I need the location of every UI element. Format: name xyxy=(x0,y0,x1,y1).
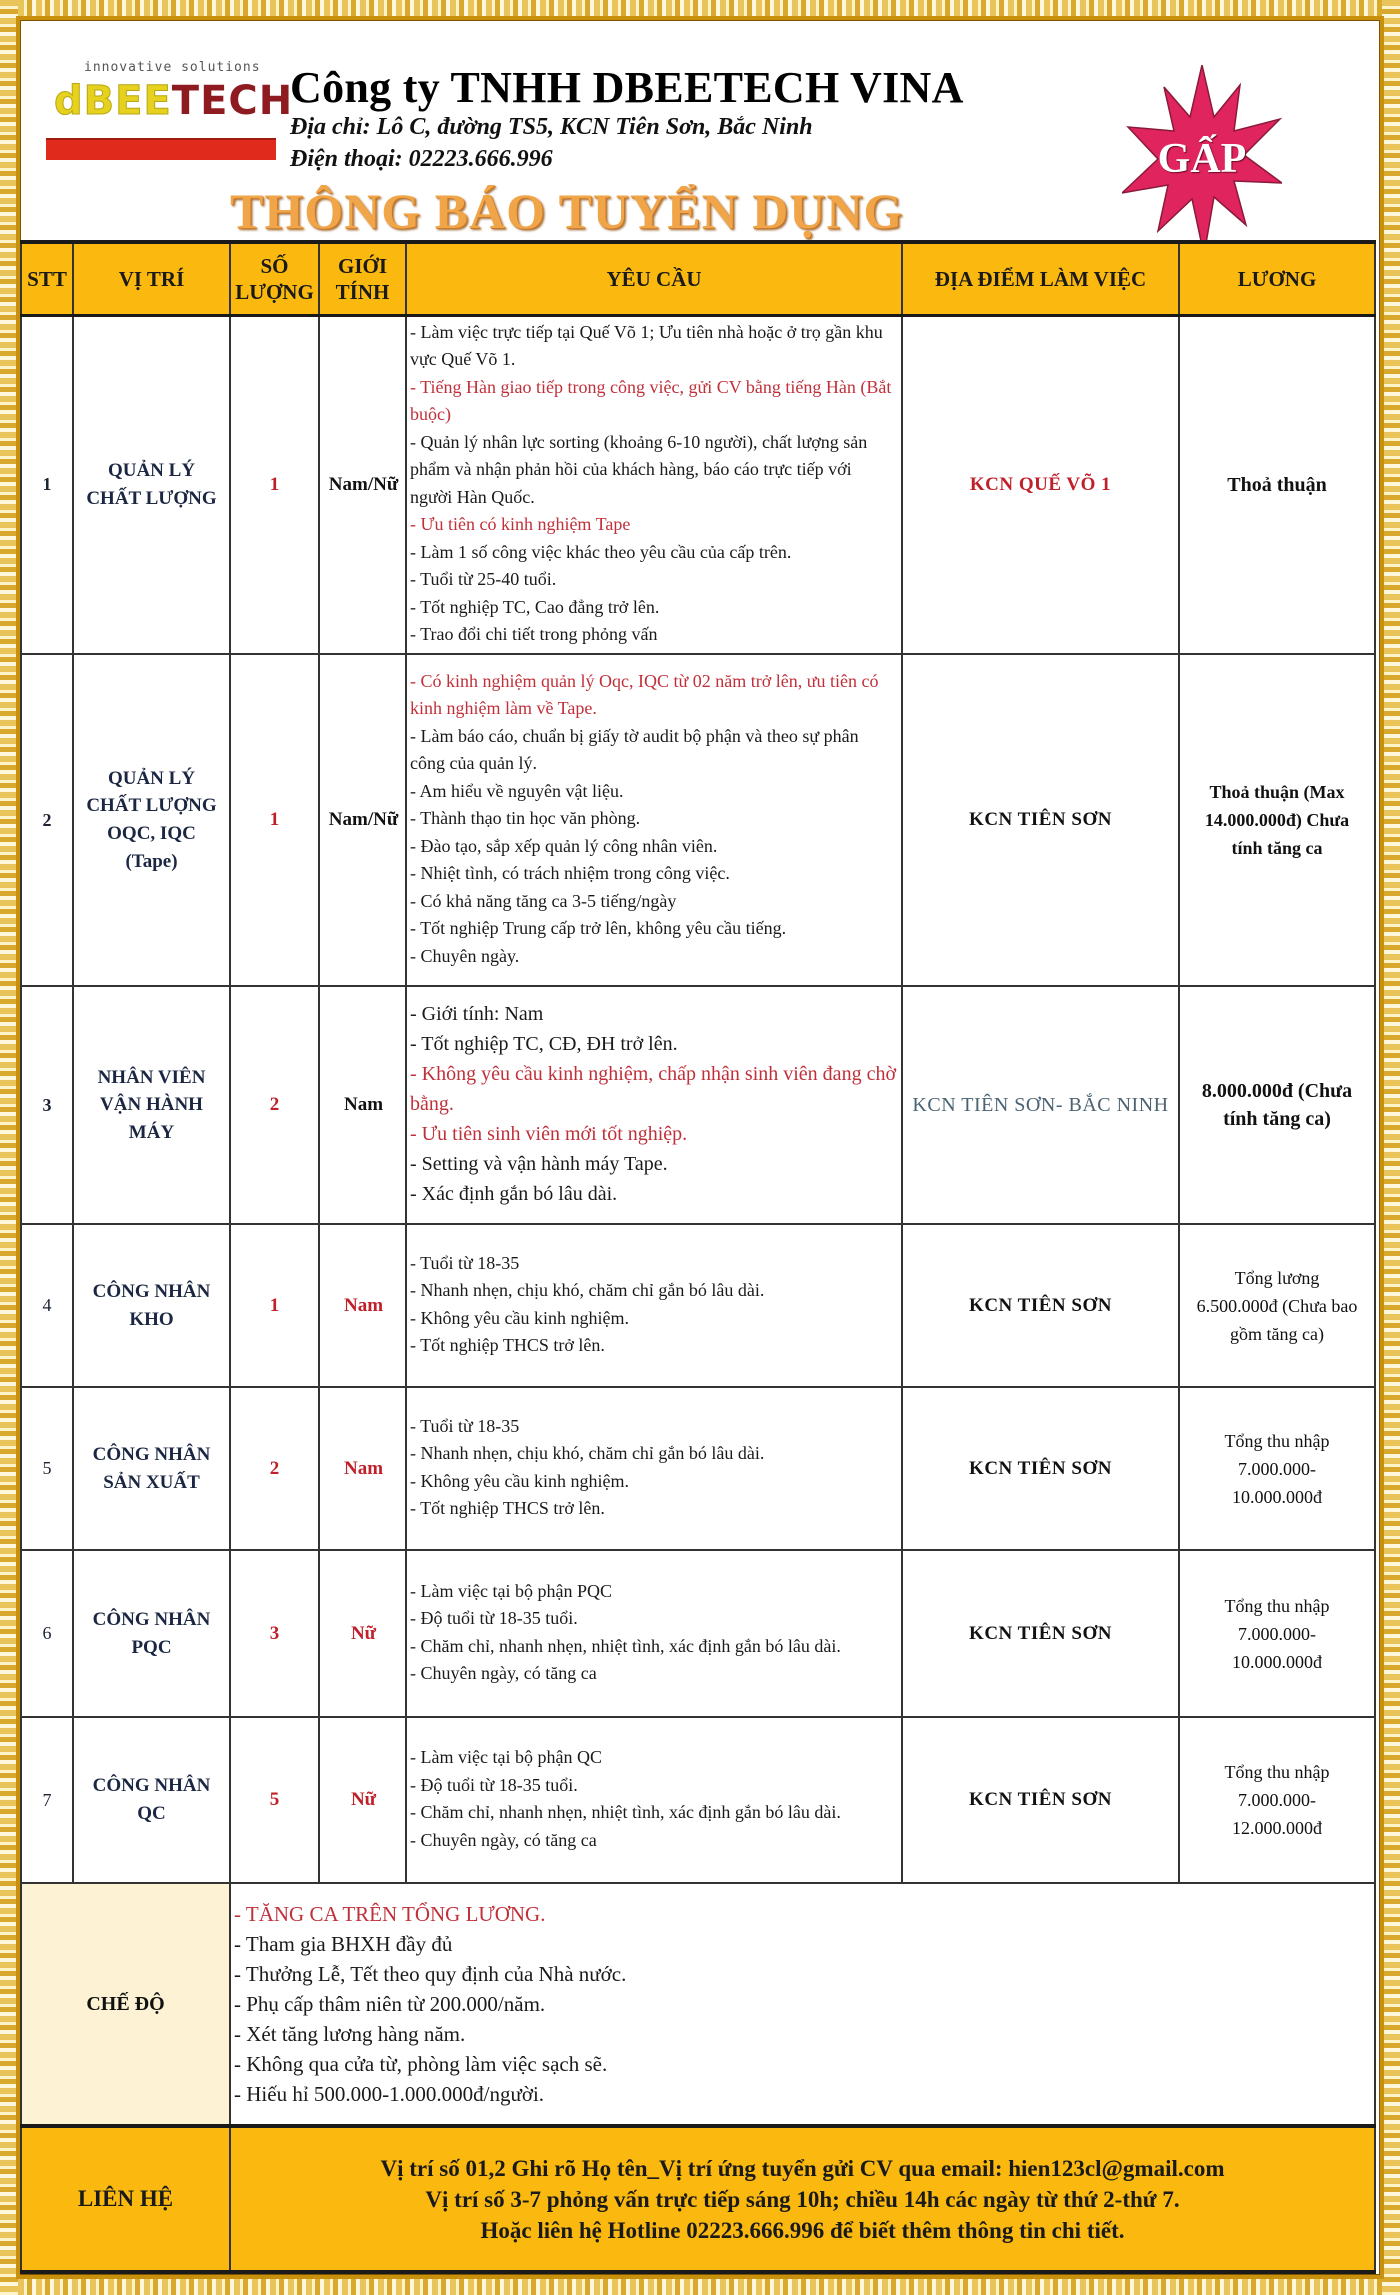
cell-position xyxy=(73,315,230,654)
table-header-row xyxy=(21,242,1375,315)
cell-position xyxy=(73,1717,230,1883)
cell-stt: 3 xyxy=(21,986,73,1224)
cell-salary xyxy=(1179,986,1375,1224)
cell-gender: Nam/Nữ xyxy=(319,654,406,986)
position-line: OQC, IQC xyxy=(107,823,196,844)
cell-requirements xyxy=(406,1550,902,1717)
requirement-item: - Có khả năng tăng ca 3-5 tiếng/ngày xyxy=(410,890,677,911)
benefit-item: - Hiếu hỉ 500.000-1.000.000đ/người. xyxy=(234,2082,545,2106)
company-address: Địa chỉ: Lô C, đường TS5, KCN Tiên Sơn, Bắc Ninh xyxy=(290,114,813,140)
requirement-item: - Ưu tiên có kinh nghiệm Tape xyxy=(410,514,631,535)
logo-word-left: dBEE xyxy=(54,78,172,124)
position-line: KHO xyxy=(129,1308,174,1330)
cell-location: KCN TIÊN SƠN xyxy=(902,1387,1179,1550)
requirement-item: - Am hiểu về nguyên vật liệu. xyxy=(410,780,624,801)
contact-hotline-line: Hoặc liên hệ Hotline 02223.666.996 để biết thêm thông tin chi tiết. xyxy=(480,2217,1125,2243)
header-position: VỊ TRÍ xyxy=(73,242,230,315)
table-row xyxy=(21,1550,1375,1717)
requirement-item: - Thành thạo tin học văn phòng. xyxy=(410,808,641,829)
cell-quantity: 1 xyxy=(230,1224,319,1387)
company-name: Công ty TNHH DBEETECH VINA xyxy=(290,63,964,112)
contact-details xyxy=(230,2126,1375,2272)
salary-line: 7.000.000- xyxy=(1238,1458,1316,1479)
job-table xyxy=(20,240,1376,2274)
cell-position xyxy=(73,1387,230,1550)
cell-position xyxy=(73,654,230,986)
requirement-item: - Tốt nghiệp Trung cấp trở lên, không yêu cầu tiếng. xyxy=(410,918,787,939)
cell-salary xyxy=(1179,315,1375,654)
contact-row xyxy=(21,2126,1375,2272)
salary-line: 10.000.000đ xyxy=(1232,1651,1322,1672)
position-line: CÔNG NHÂN xyxy=(92,1608,211,1630)
cell-position xyxy=(73,1224,230,1387)
contact-label: LIÊN HỆ xyxy=(21,2126,230,2272)
requirement-item: - Xác định gắn bó lâu dài. xyxy=(410,1183,618,1205)
logo-tagline: innovative solutions xyxy=(84,60,261,75)
header-location: ĐỊA ĐIỂM LÀM VIỆC xyxy=(902,242,1179,315)
position-line: (Tape) xyxy=(125,850,178,872)
position-line: MÁY xyxy=(128,1121,175,1143)
requirement-item: - Không yêu cầu kinh nghiệm, chấp nhận sinh viên đang chờ bằng. xyxy=(410,1063,897,1115)
cell-location: KCN TIÊN SƠN- BẮC NINH xyxy=(902,986,1179,1224)
salary-line: 7.000.000- xyxy=(1238,1790,1316,1810)
cell-salary xyxy=(1179,1224,1375,1387)
cell-gender: Nam xyxy=(319,1387,406,1550)
requirement-item: - Nhanh nhẹn, chịu khó, chăm chỉ gắn bó lâu dài. xyxy=(410,1280,765,1300)
cell-gender: Nam xyxy=(319,986,406,1224)
salary-line: 6.500.000đ (Chưa bao xyxy=(1196,1295,1358,1316)
salary-line: Tổng thu nhập xyxy=(1224,1762,1330,1782)
cell-stt: 5 xyxy=(21,1387,73,1550)
requirement-item: - Chuyên ngày. xyxy=(410,945,520,966)
requirement-item: - Không yêu cầu kinh nghiệm. xyxy=(410,1307,629,1328)
requirement-item: - Chăm chỉ, nhanh nhẹn, nhiệt tình, xác định gắn bó lâu dài. xyxy=(410,1802,841,1822)
benefits-list xyxy=(230,1883,1375,2126)
position-line: QUẢN LÝ xyxy=(107,460,196,482)
salary-line: gồm tăng ca) xyxy=(1230,1323,1324,1344)
requirement-item: - Tuổi từ 25-40 tuổi. xyxy=(410,569,557,590)
company-phone: Điện thoại: 02223.666.996 xyxy=(290,146,553,172)
cell-gender: Nữ xyxy=(319,1717,406,1883)
cell-salary xyxy=(1179,1550,1375,1717)
salary-line: Thoả thuận (Max xyxy=(1209,782,1345,802)
benefit-item: - Không qua cửa từ, phòng làm việc sạch sẽ. xyxy=(234,2052,608,2076)
cell-requirements xyxy=(406,1717,902,1883)
frame-right-border xyxy=(1382,0,1400,2295)
header-salary: LƯƠNG xyxy=(1179,242,1375,315)
requirement-item: - Tiếng Hàn giao tiếp trong công việc, gửi CV bằng tiếng Hàn (Bắt buộc) xyxy=(410,376,892,425)
cell-stt: 4 xyxy=(21,1224,73,1387)
position-line: PQC xyxy=(131,1636,172,1658)
cell-quantity: 2 xyxy=(230,1387,319,1550)
cell-quantity: 1 xyxy=(230,654,319,986)
position-line: CÔNG NHÂN xyxy=(92,1443,211,1465)
position-line: VẬN HÀNH xyxy=(100,1094,203,1116)
cell-gender: Nữ xyxy=(319,1550,406,1717)
position-line: QC xyxy=(137,1803,166,1824)
header-quantity-line2: LƯỢNG xyxy=(235,279,314,304)
requirement-item: - Tốt nghiệp THCS trở lên. xyxy=(410,1335,605,1355)
cell-stt: 1 xyxy=(21,315,73,654)
table-row xyxy=(21,1224,1375,1387)
position-line: QUẢN LÝ xyxy=(107,767,196,789)
cell-gender: Nam/Nữ xyxy=(319,315,406,654)
requirement-item: - Đào tạo, sắp xếp quản lý công nhân viên. xyxy=(410,835,718,856)
header-requirements: YÊU CẦU xyxy=(406,242,902,315)
requirement-item: - Setting và vận hành máy Tape. xyxy=(410,1153,668,1175)
benefits-label: CHẾ ĐỘ xyxy=(21,1883,230,2126)
company-logo xyxy=(34,42,294,167)
requirement-item: - Giới tính: Nam xyxy=(410,1003,544,1025)
benefits-row xyxy=(21,1883,1375,2126)
salary-line: 14.000.000đ) Chưa xyxy=(1204,810,1350,830)
benefit-item: - Thưởng Lễ, Tết theo quy định của Nhà nước. xyxy=(234,1962,627,1986)
requirement-item: - Quản lý nhân lực sorting (khoảng 6-10 người), chất lượng sản phẩm và nhận phản hồi của khách hàng, báo cáo trực tiếp với người Hàn Quốc. xyxy=(410,431,868,507)
benefit-item: - Xét tăng lương hàng năm. xyxy=(234,2022,466,2046)
cell-location: KCN TIÊN SƠN xyxy=(902,1717,1179,1883)
contact-email-line: Vị trí số 01,2 Ghi rõ Họ tên_Vị trí ứng tuyển gửi CV qua email: hien123cl@gmail.com xyxy=(380,2155,1225,2181)
requirement-item: - Có kinh nghiệm quản lý Oqc, IQC từ 02 năm trở lên, ưu tiên có kinh nghiệm làm về Tape. xyxy=(410,670,879,719)
position-line: CHẤT LƯỢNG xyxy=(86,795,217,817)
logo-word-right: TECH xyxy=(171,78,294,124)
cell-stt: 7 xyxy=(21,1717,73,1883)
salary-line: Tổng lương xyxy=(1234,1267,1320,1288)
salary-line: 10.000.000đ xyxy=(1232,1486,1322,1507)
cell-location: KCN TIÊN SƠN xyxy=(902,1550,1179,1717)
logo-red-bar xyxy=(46,138,276,160)
requirement-item: - Không yêu cầu kinh nghiệm. xyxy=(410,1470,629,1491)
header-gender xyxy=(319,242,406,315)
cell-requirements xyxy=(406,654,902,986)
cell-salary xyxy=(1179,654,1375,986)
requirement-item: - Tuổi từ 18-35 xyxy=(410,1415,520,1436)
cell-salary xyxy=(1179,1717,1375,1883)
table-row xyxy=(21,1717,1375,1883)
benefit-item: - Tham gia BHXH đầy đủ xyxy=(234,1932,453,1956)
cell-quantity: 2 xyxy=(230,986,319,1224)
requirement-item: - Chăm chỉ, nhanh nhẹn, nhiệt tình, xác định gắn bó lâu dài. xyxy=(410,1635,841,1656)
poster-header xyxy=(20,20,1380,240)
cell-gender: Nam xyxy=(319,1224,406,1387)
salary-line: tính tăng ca xyxy=(1231,838,1323,858)
cell-salary xyxy=(1179,1387,1375,1550)
position-line: SẢN XUẤT xyxy=(103,1471,200,1493)
cell-requirements xyxy=(406,986,902,1224)
header-gender-line2: TÍNH xyxy=(335,279,390,304)
cell-stt: 6 xyxy=(21,1550,73,1717)
requirement-item: - Làm việc tại bộ phận QC xyxy=(410,1747,602,1767)
requirement-item: - Tuổi từ 18-35 xyxy=(410,1252,520,1273)
header-quantity-line1: SỐ xyxy=(260,253,289,278)
requirement-item: - Chuyên ngày, có tăng ca xyxy=(410,1829,597,1850)
header-gender-line1: GIỚI xyxy=(337,253,387,278)
cell-location: KCN TIÊN SƠN xyxy=(902,654,1179,986)
header-quantity xyxy=(230,242,319,315)
requirement-item: - Trao đổi chi tiết trong phỏng vấn xyxy=(410,624,658,645)
table-row xyxy=(21,654,1375,986)
logo-wordmark xyxy=(54,78,293,124)
requirement-item: - Độ tuổi từ 18-35 tuổi. xyxy=(410,1774,578,1795)
cell-position xyxy=(73,1550,230,1717)
salary-line: 12.000.000đ xyxy=(1232,1818,1322,1838)
requirement-item: - Tốt nghiệp TC, CĐ, ĐH trở lên. xyxy=(410,1033,678,1055)
requirement-item: - Tốt nghiệp THCS trở lên. xyxy=(410,1498,605,1518)
notice-title: THÔNG BÁO TUYỂN DỤNG xyxy=(230,183,904,239)
salary-line: 7.000.000- xyxy=(1238,1623,1316,1644)
table-row xyxy=(21,1387,1375,1550)
urgent-label: GẤP xyxy=(1157,136,1247,182)
position-line: CÔNG NHÂN xyxy=(92,1280,211,1302)
salary-line: Tổng thu nhập xyxy=(1224,1595,1330,1616)
cell-quantity: 5 xyxy=(230,1717,319,1883)
urgent-badge xyxy=(1122,65,1282,255)
cell-location: KCN TIÊN SƠN xyxy=(902,1224,1179,1387)
position-line: CHẤT LƯỢNG xyxy=(86,487,217,509)
cell-quantity: 3 xyxy=(230,1550,319,1717)
benefit-item: - Phụ cấp thâm niên từ 200.000/năm. xyxy=(234,1992,546,2016)
cell-requirements xyxy=(406,1387,902,1550)
table-row xyxy=(21,315,1375,654)
requirement-item: - Độ tuổi từ 18-35 tuổi. xyxy=(410,1608,578,1628)
position-line: NHÂN VIÊN xyxy=(97,1066,206,1088)
header-stt: STT xyxy=(21,242,73,315)
requirement-item: - Nhanh nhẹn, chịu khó, chăm chỉ gắn bó lâu dài. xyxy=(410,1443,765,1463)
job-rows xyxy=(21,315,1375,2272)
salary-line: Tổng thu nhập xyxy=(1224,1430,1330,1451)
requirement-item: - Làm báo cáo, chuẩn bị giấy tờ audit bộ phận và theo sự phân công của quản lý. xyxy=(410,725,859,774)
salary-line: tính tăng ca) xyxy=(1223,1108,1331,1130)
requirement-item: - Làm 1 số công việc khác theo yêu cầu của cấp trên. xyxy=(410,541,792,562)
salary-line: Thoả thuận xyxy=(1227,473,1327,496)
cell-location: KCN QUẾ VÕ 1 xyxy=(902,315,1179,654)
cell-stt: 2 xyxy=(21,654,73,986)
benefit-item: - TĂNG CA TRÊN TỔNG LƯƠNG. xyxy=(234,1902,546,1926)
position-line: CÔNG NHÂN xyxy=(92,1775,211,1797)
cell-requirements xyxy=(406,315,902,654)
requirement-item: - Làm việc trực tiếp tại Quế Võ 1; Ưu tiên nhà hoặc ở trọ gần khu vực Quế Võ 1. xyxy=(410,321,883,370)
cell-requirements xyxy=(406,1224,902,1387)
requirement-item: - Nhiệt tình, có trách nhiệm trong công việc. xyxy=(410,863,730,884)
requirement-item: - Chuyên ngày, có tăng ca xyxy=(410,1663,597,1683)
cell-quantity: 1 xyxy=(230,315,319,654)
contact-interview-line: Vị trí số 3-7 phỏng vấn trực tiếp sáng 10h; chiều 14h các ngày từ thứ 2-thứ 7. xyxy=(425,2186,1180,2212)
requirement-item: - Ưu tiên sinh viên mới tốt nghiệp. xyxy=(410,1123,688,1145)
cell-position xyxy=(73,986,230,1224)
requirement-item: - Làm việc tại bộ phận PQC xyxy=(410,1580,612,1601)
table-row xyxy=(21,986,1375,1224)
salary-line: 8.000.000đ (Chưa xyxy=(1201,1080,1353,1102)
requirement-item: - Tốt nghiệp TC, Cao đẳng trở lên. xyxy=(410,596,660,617)
